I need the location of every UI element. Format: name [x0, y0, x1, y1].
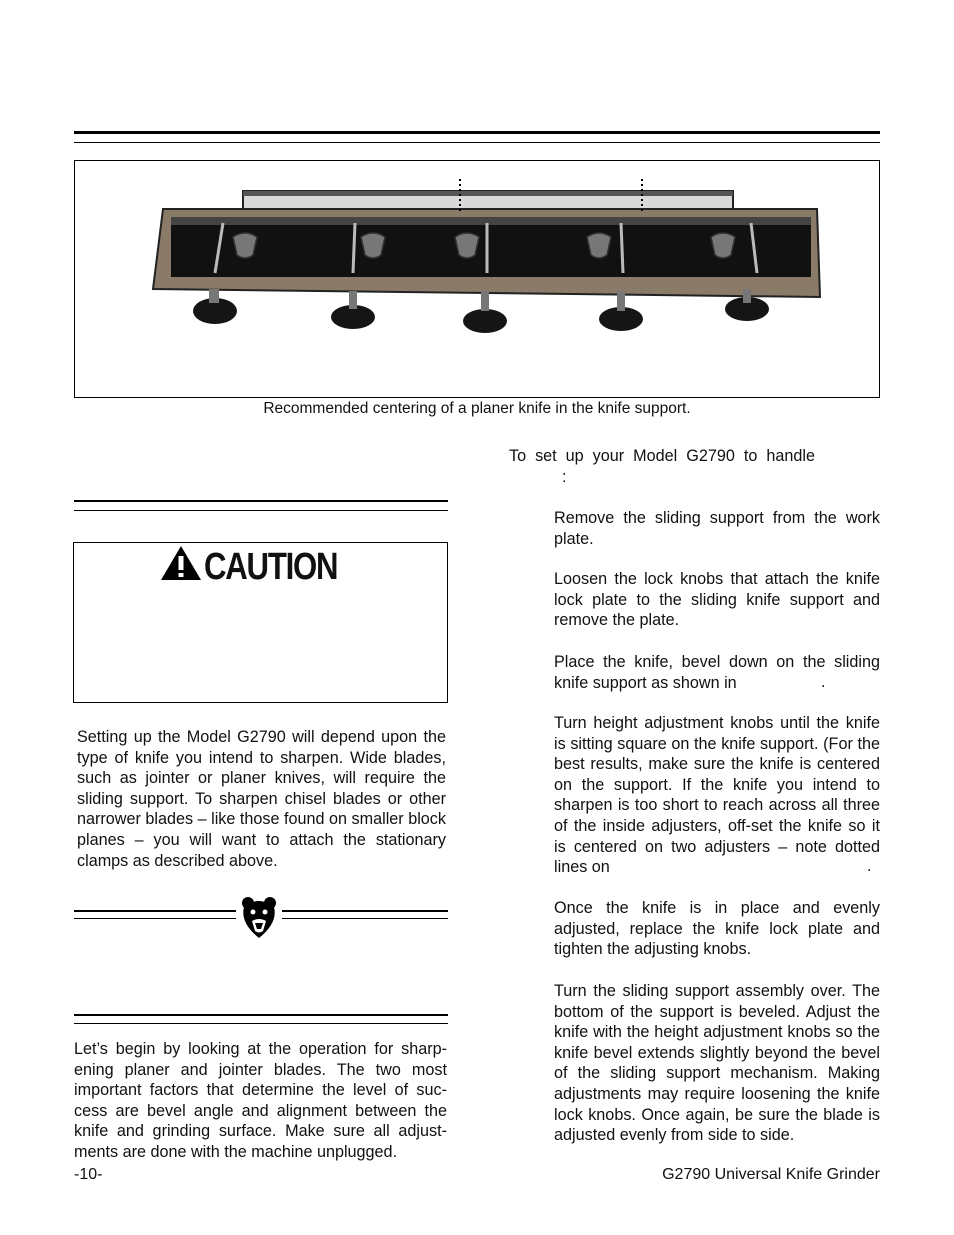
caution-title: CAUTION: [204, 546, 338, 588]
knife-support-photo: [75, 161, 881, 399]
figure-frame: [74, 160, 880, 398]
step-5: Once the knife is in place and evenly adjusted, replace the knife lock plate and tighten the adjusting knobs.: [554, 899, 880, 959]
warning-triangle-icon: [160, 545, 202, 581]
begin-paragraph: Let’s begin by looking at the operation for sharp-ening planer and jointer blades. The two most important factors that determine the level of suc-cess are bevel angle and alignment between the knife and grinding surface. Make sure all adjust-ments are done with the machine unplugged.: [74, 1040, 447, 1161]
step-2: Loosen the lock knobs that attach the knife lock plate to the sliding knife support and remove the plate.: [554, 570, 880, 630]
divider-left-thin: [74, 918, 236, 919]
step-1: Remove the sliding support from the work plate.: [554, 509, 880, 548]
footer-product-name: G2790 Universal Knife Grinder: [662, 1166, 880, 1183]
section-rule-thin-1: [74, 510, 448, 511]
divider-right-thick: [282, 910, 448, 912]
section-rule-thick-1: [74, 500, 448, 502]
step-3: Place the knife, bevel down on the sliding knife support as shown in: [554, 653, 880, 692]
divider-right-thin: [282, 918, 448, 919]
header-rule-thin: [74, 142, 880, 143]
intro-line-1: To set up your Model G2790 to handle: [509, 447, 815, 465]
divider-left-thick: [74, 910, 236, 912]
section-rule-thin-2: [74, 1023, 448, 1024]
page-number: -10-: [74, 1166, 103, 1183]
header-rule-thick: [74, 131, 880, 134]
step-4: Turn height adjustment knobs until the knife is sitting square on the knife support. (For the best results, make sure the knife is centered on the support. If the knife you intend to sharpen is too short to reach across all three of the inside adjusters, off-set the knife so it is centered on two adjusters – note dotted lines on: [554, 714, 880, 877]
step-3-period: .: [821, 673, 826, 691]
bear-logo-icon: [240, 895, 278, 939]
setup-paragraph: Setting up the Model G2790 will depend upon the type of knife you intend to sharpen. Wide blades, such as jointer or planer knives, will require the sliding support. To sharpen chisel blades or other narrower blades – like those found on smaller block planes – you will want to attach the stationary clamps as described above.: [77, 728, 446, 870]
step-6: Turn the sliding support assembly over. The bottom of the support is beveled. Adjust the knife with the height adjustment knobs so the knife bevel extends slightly beyond the bevel of the sliding support mechanism. Making adjustments may require loosening the knife lock knobs. Once again, be sure the blade is adjusted evenly from side to side.: [554, 982, 880, 1145]
intro-line-2: :: [562, 468, 567, 486]
step-4-period: .: [867, 857, 872, 875]
section-rule-thick-2: [74, 1014, 448, 1016]
figure-caption: Recommended centering of a planer knife in the knife support.: [263, 400, 691, 417]
